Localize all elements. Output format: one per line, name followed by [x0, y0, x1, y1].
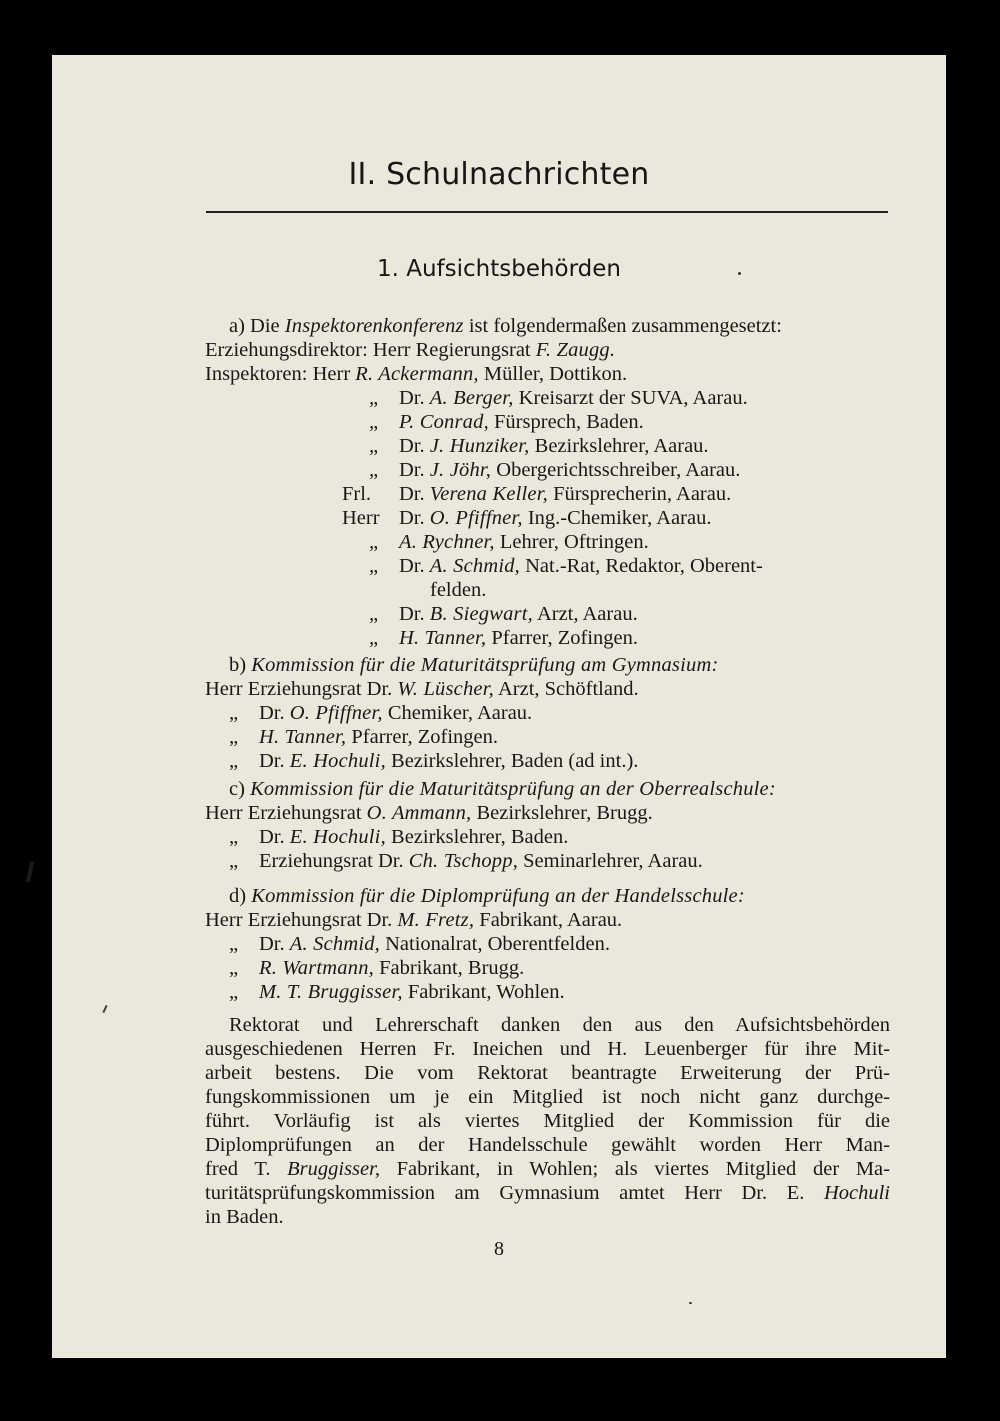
page-number: 8: [494, 1238, 504, 1260]
member-line: Dr. J. Jöhr, Obergerichtsschreiber, Aarau.: [399, 459, 741, 481]
paragraph-line: turitätsprüfungskommission am Gymnasium amtet Herr Dr. E. Hochuli: [205, 1182, 890, 1204]
kommission-gymnasium-heading: b) Kommission für die Maturitätsprüfung am Gymnasium:: [229, 654, 719, 676]
ditto-mark: „: [229, 850, 239, 872]
member-line: Dr. A. Berger, Kreisarzt der SUVA, Aarau.: [399, 387, 748, 409]
paragraph-line: fred T. Bruggisser, Fabrikant, in Wohlen; als viertes Mitglied der Ma-: [205, 1158, 890, 1180]
ditto-mark: „: [369, 627, 379, 649]
member-line: Dr. B. Siegwart, Arzt, Aarau.: [399, 603, 638, 625]
margin-mark: [26, 862, 34, 882]
chapter-title: II. Schulnachrichten: [348, 157, 650, 192]
paragraph-line: Rektorat und Lehrerschaft danken den aus den Aufsichtsbehörden: [229, 1014, 890, 1036]
inspektoren-intro: a) Die Inspektorenkonferenz ist folgendermaßen zusammengesetzt:: [229, 315, 782, 337]
member-line: P. Conrad, Fürsprech, Baden.: [399, 411, 644, 433]
ditto-mark: „: [229, 750, 239, 772]
member-line: A. Rychner, Lehrer, Oftringen.: [399, 531, 649, 553]
member-prefix: Frl.: [342, 483, 372, 505]
paper-speck: [689, 1302, 692, 1304]
paragraph-line: führt. Vorläufig ist als viertes Mitglied der Kommission für die: [205, 1110, 890, 1132]
paragraph-line: Diplomprüfungen an der Handelsschule gewählt worden Herr Man-: [205, 1134, 890, 1156]
member-line: Dr. E. Hochuli, Bezirkslehrer, Baden.: [259, 826, 569, 848]
member-line: Inspektoren: Herr R. Ackermann, Müller, Dottikon.: [205, 363, 628, 385]
ditto-mark: „: [369, 555, 379, 577]
section-title: 1. Aufsichtsbehörden: [376, 256, 622, 282]
ditto-mark: „: [229, 826, 239, 848]
ditto-mark: „: [229, 981, 239, 1003]
kommission-oberrealschule-heading: c) Kommission für die Maturitätsprüfung an der Oberrealschule:: [229, 778, 776, 800]
member-line: Erziehungsrat Dr. Ch. Tschopp, Seminarlehrer, Aarau.: [259, 850, 703, 872]
ditto-mark: „: [369, 603, 379, 625]
paragraph-line: fungskommissionen um je ein Mitglied ist noch nicht ganz durchge-: [205, 1086, 890, 1108]
title-rule: [206, 211, 888, 213]
member-prefix: Herr: [342, 507, 380, 529]
member-line: Herr Erziehungsrat Dr. M. Fretz, Fabrikant, Aarau.: [205, 909, 623, 931]
ditto-mark: „: [229, 702, 239, 724]
kommission-handelsschule-heading: d) Kommission für die Diplomprüfung an der Handelsschule:: [229, 885, 745, 907]
member-line: Dr. A. Schmid, Nat.-Rat, Redaktor, Oberent-: [399, 555, 763, 577]
ditto-mark: „: [229, 957, 239, 979]
member-line: R. Wartmann, Fabrikant, Brugg.: [259, 957, 525, 979]
erziehungsdirektor-line: Erziehungsdirektor: Herr Regierungsrat F. Zaugg.: [205, 339, 616, 361]
ditto-mark: „: [369, 531, 379, 553]
member-line-continuation: felden.: [430, 579, 487, 601]
member-line: Dr. Verena Keller, Fürsprecherin, Aarau.: [399, 483, 732, 505]
paragraph-line: ausgeschiedenen Herren Fr. Ineichen und H. Leuenberger für ihre Mit-: [205, 1038, 890, 1060]
member-line: H. Tanner, Pfarrer, Zofingen.: [399, 627, 638, 649]
document-page: [52, 55, 946, 1358]
member-line: Dr. O. Pfiffner, Chemiker, Aarau.: [259, 702, 533, 724]
member-line: Herr Erziehungsrat Dr. W. Lüscher, Arzt, Schöftland.: [205, 678, 639, 700]
ditto-mark: „: [369, 387, 379, 409]
member-line: Dr. E. Hochuli, Bezirkslehrer, Baden (ad int.).: [259, 750, 639, 772]
ditto-mark: „: [369, 411, 379, 433]
ditto-mark: „: [369, 459, 379, 481]
ditto-mark: „: [369, 435, 379, 457]
member-line: Dr. J. Hunziker, Bezirkslehrer, Aarau.: [399, 435, 709, 457]
paper-speck: [102, 1005, 107, 1013]
paper-speck: [738, 272, 741, 275]
member-line: M. T. Bruggisser, Fabrikant, Wohlen.: [259, 981, 565, 1003]
ditto-mark: „: [229, 933, 239, 955]
member-line: Herr Erziehungsrat O. Ammann, Bezirkslehrer, Brugg.: [205, 802, 653, 824]
paragraph-line: arbeit bestens. Die vom Rektorat beantragte Erweiterung der Prü-: [205, 1062, 890, 1084]
member-line: Dr. O. Pfiffner, Ing.-Chemiker, Aarau.: [399, 507, 712, 529]
member-line: Dr. A. Schmid, Nationalrat, Oberentfelden.: [259, 933, 610, 955]
member-line: H. Tanner, Pfarrer, Zofingen.: [259, 726, 498, 748]
ditto-mark: „: [229, 726, 239, 748]
paragraph-line: in Baden.: [205, 1206, 284, 1228]
